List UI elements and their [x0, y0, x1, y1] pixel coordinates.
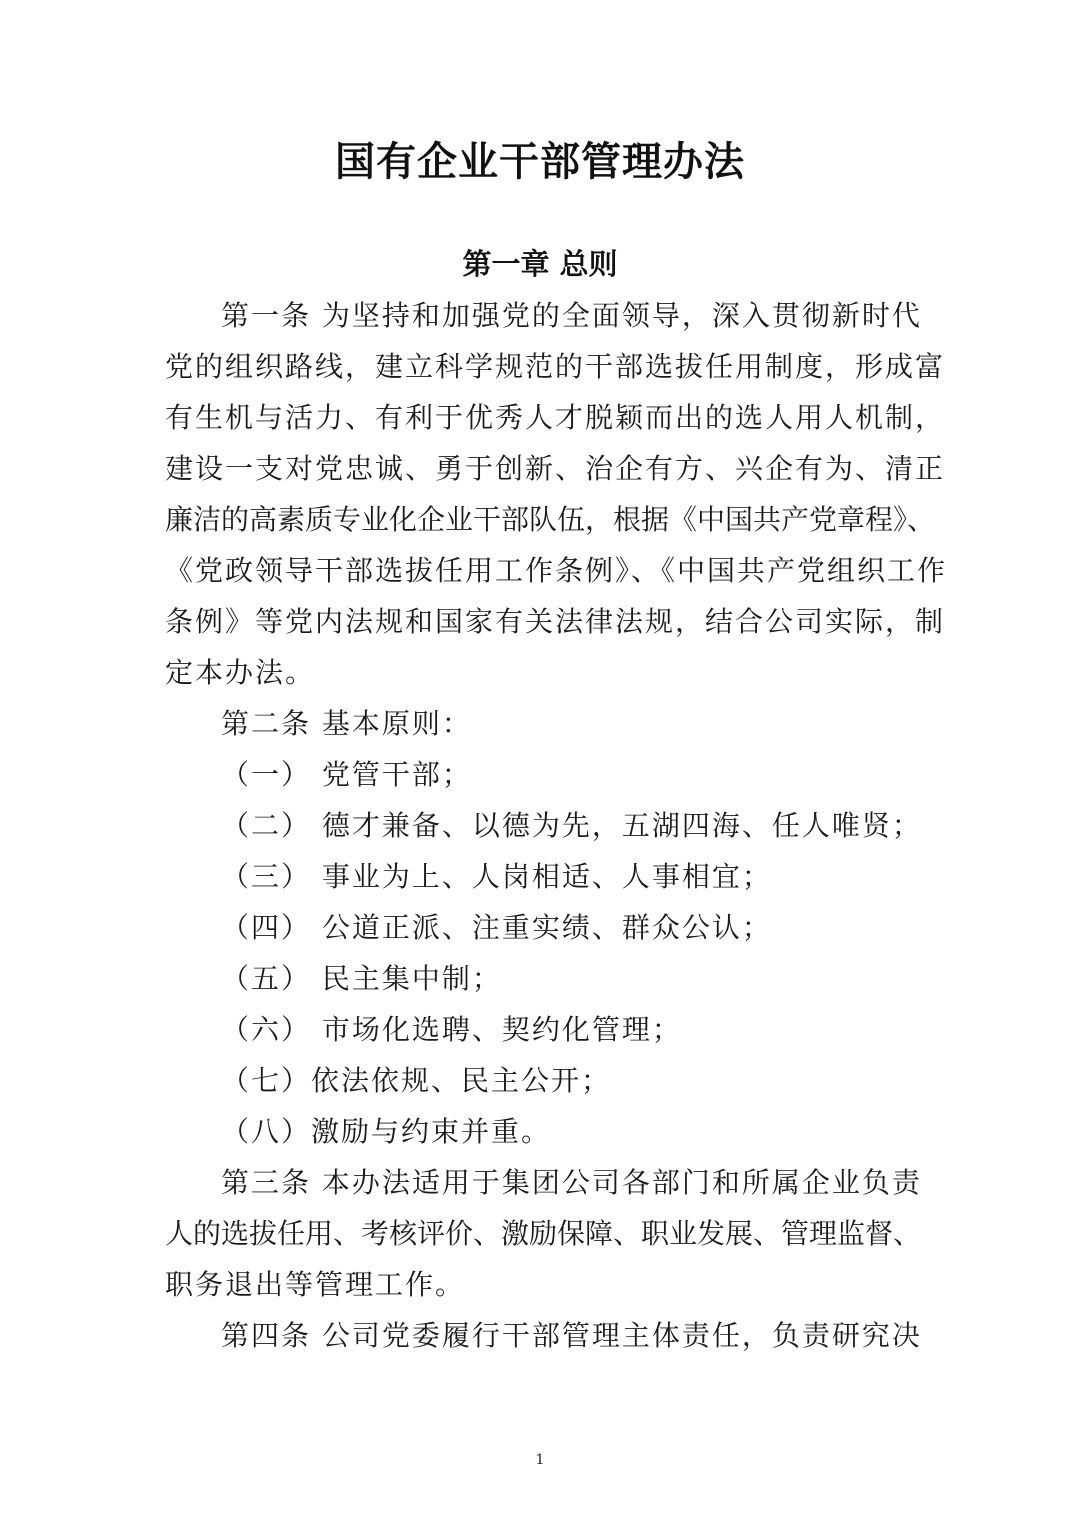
text-line: 《党政领导干部选拔任用工作条例》、《中国共产党组织工作 — [165, 554, 948, 587]
list-item: （三） 事业为上、人岗相适、人事相宜； — [221, 860, 772, 893]
list-item: （一） 党管干部； — [221, 758, 472, 791]
text-line: 党的组织路线，建立科学规范的干部选拔任用制度，形成富 — [165, 350, 946, 383]
list-item: （六） 市场化选聘、契约化管理； — [221, 1013, 682, 1046]
text-line: 条例》等党内法规和国家有关法律法规，结合公司实际，制 — [165, 605, 946, 638]
list-item: （七）依法依规、民主公开； — [221, 1064, 612, 1097]
text-line: 第一条 为坚持和加强党的全面领导，深入贯彻新时代 — [221, 299, 922, 332]
text-line: 第二条 基本原则： — [221, 707, 472, 740]
text-line: 定本办法。 — [165, 656, 316, 689]
list-item: （四） 公道正派、注重实绩、群众公认； — [221, 911, 772, 944]
list-item: （八）激励与约束并重。 — [221, 1115, 552, 1148]
document-title: 国有企业干部管理办法 — [335, 139, 745, 185]
list-item: （五） 民主集中制； — [221, 962, 502, 995]
text-line: 人的选拔任用、考核评价、激励保障、职业发展、管理监督、 — [165, 1217, 922, 1250]
document-body — [165, 290, 948, 1361]
chapter-title: 第一章 总则 — [462, 247, 618, 281]
text-line: 有生机与活力、有利于优秀人才脱颖而出的选人用人机制， — [165, 401, 946, 434]
list-item: （二） 德才兼备、以德为先，五湖四海、任人唯贤； — [221, 809, 922, 842]
text-line: 第三条 本办法适用于集团公司各部门和所属企业负责 — [221, 1166, 922, 1199]
text-line: 建设一支对党忠诚、勇于创新、治企有方、兴企有为、清正 — [165, 452, 946, 485]
text-line: 第四条 公司党委履行干部管理主体责任，负责研究决 — [221, 1319, 922, 1352]
page-number: 1 — [535, 1452, 545, 1468]
text-line: 职务退出等管理工作。 — [165, 1268, 466, 1301]
text-line: 廉洁的高素质专业化企业干部队伍，根据《中国共产党章程》、 — [165, 503, 936, 536]
